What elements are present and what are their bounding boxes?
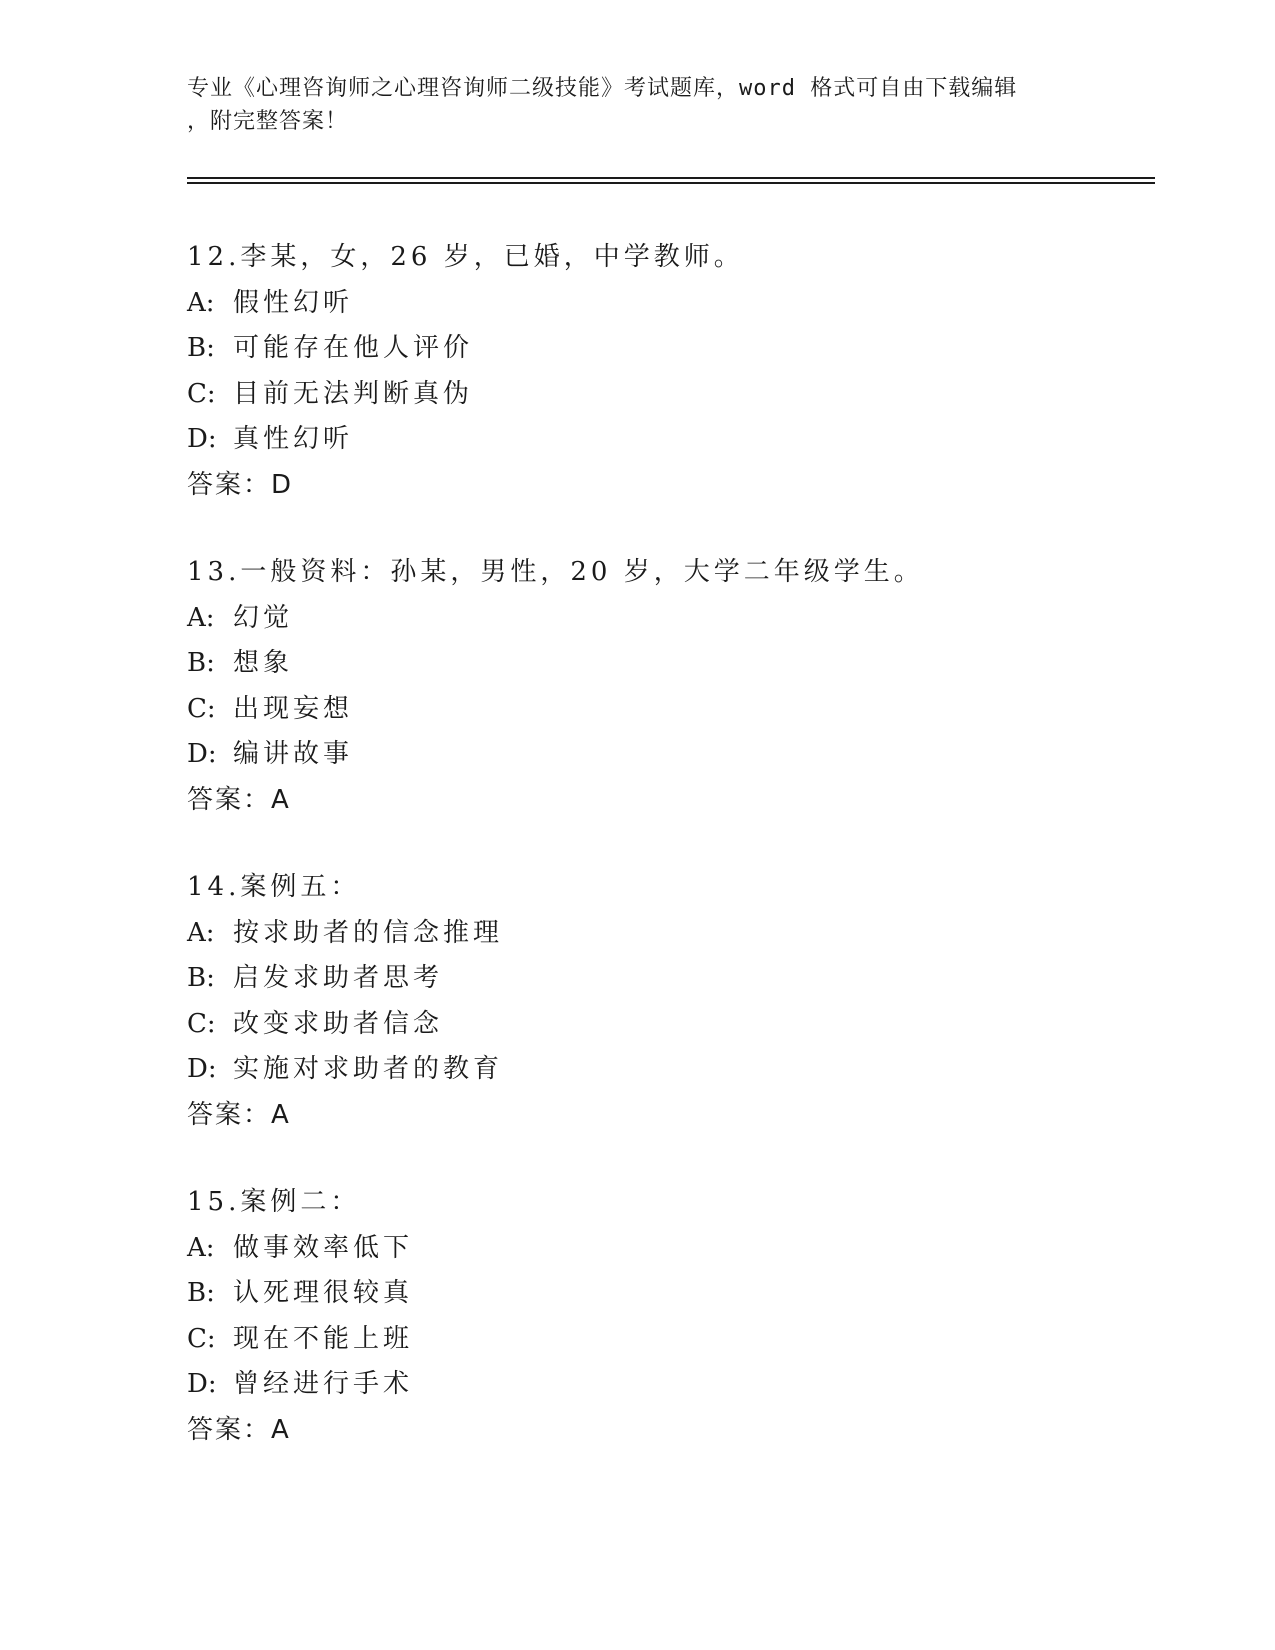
option-letter: D: xyxy=(187,1054,217,1084)
question-stem: 14.案例五： xyxy=(187,872,361,902)
option-c xyxy=(187,1002,1155,1048)
question-13 xyxy=(187,550,1155,823)
option-letter: C: xyxy=(187,378,216,409)
option-a xyxy=(187,596,1155,642)
option-c xyxy=(187,372,1155,418)
option-text: 启发求助者思考 xyxy=(233,963,444,993)
option-letter: B: xyxy=(187,333,215,363)
header-divider-top xyxy=(187,177,1155,179)
question-stem: 12.李某，女，26 岁，已婚，中学教师。 xyxy=(187,242,744,272)
question-stem: 15.案例二： xyxy=(187,1187,361,1217)
header-divider-bottom xyxy=(187,182,1155,184)
option-c xyxy=(187,687,1155,733)
option-b xyxy=(187,326,1155,372)
option-letter: C: xyxy=(187,1008,216,1039)
option-b xyxy=(187,1271,1155,1317)
option-c xyxy=(187,1317,1155,1363)
option-text: 可能存在他人评价 xyxy=(233,333,474,363)
document-header xyxy=(187,72,1087,138)
option-text: 改变求助者信念 xyxy=(233,1008,444,1039)
option-text: 按求助者的信念推理 xyxy=(233,917,504,948)
answer-line: 答案：D xyxy=(187,469,294,500)
option-letter: D: xyxy=(187,424,217,454)
option-letter: C: xyxy=(187,693,216,724)
option-text: 真性幻听 xyxy=(233,424,354,454)
option-letter: A: xyxy=(187,1232,215,1263)
option-a xyxy=(187,1226,1155,1272)
option-text: 曾经进行手术 xyxy=(233,1369,414,1399)
option-b xyxy=(187,641,1155,687)
option-letter: D: xyxy=(187,1369,217,1399)
option-letter: B: xyxy=(187,963,215,993)
option-text: 幻觉 xyxy=(233,602,294,633)
option-letter: A: xyxy=(187,917,215,948)
option-d xyxy=(187,417,1155,463)
option-text: 认死理很较真 xyxy=(233,1278,414,1308)
option-text: 编讲故事 xyxy=(233,739,354,769)
option-letter: B: xyxy=(187,1278,215,1308)
answer-line: 答案：A xyxy=(187,784,291,815)
question-stem: 13.一般资料：孙某，男性，20 岁，大学二年级学生。 xyxy=(187,557,924,587)
header-line-2: ，附完整答案！ xyxy=(187,109,349,134)
option-d xyxy=(187,732,1155,778)
option-text: 假性幻听 xyxy=(233,287,354,318)
question-12 xyxy=(187,235,1155,508)
option-text: 目前无法判断真伪 xyxy=(233,378,474,409)
option-letter: A: xyxy=(187,287,215,318)
option-text: 现在不能上班 xyxy=(233,1323,414,1354)
option-text: 实施对求助者的教育 xyxy=(233,1054,504,1084)
question-15 xyxy=(187,1180,1155,1453)
option-letter: A: xyxy=(187,602,215,633)
answer-line: 答案：A xyxy=(187,1099,291,1130)
option-b xyxy=(187,956,1155,1002)
option-a xyxy=(187,911,1155,957)
option-a xyxy=(187,281,1155,327)
option-d xyxy=(187,1362,1155,1408)
option-text: 想象 xyxy=(233,648,294,678)
question-list xyxy=(187,235,1155,1495)
option-letter: D: xyxy=(187,739,217,769)
header-line-1: 专业《心理咨询师之心理咨询师二级技能》考试题库，word 格式可自由下载编辑 xyxy=(187,76,1018,101)
question-14 xyxy=(187,865,1155,1138)
option-text: 做事效率低下 xyxy=(233,1232,414,1263)
answer-line: 答案：A xyxy=(187,1414,291,1445)
option-letter: C: xyxy=(187,1323,216,1354)
option-d xyxy=(187,1047,1155,1093)
option-letter: B: xyxy=(187,648,215,678)
option-text: 出现妄想 xyxy=(233,693,354,724)
